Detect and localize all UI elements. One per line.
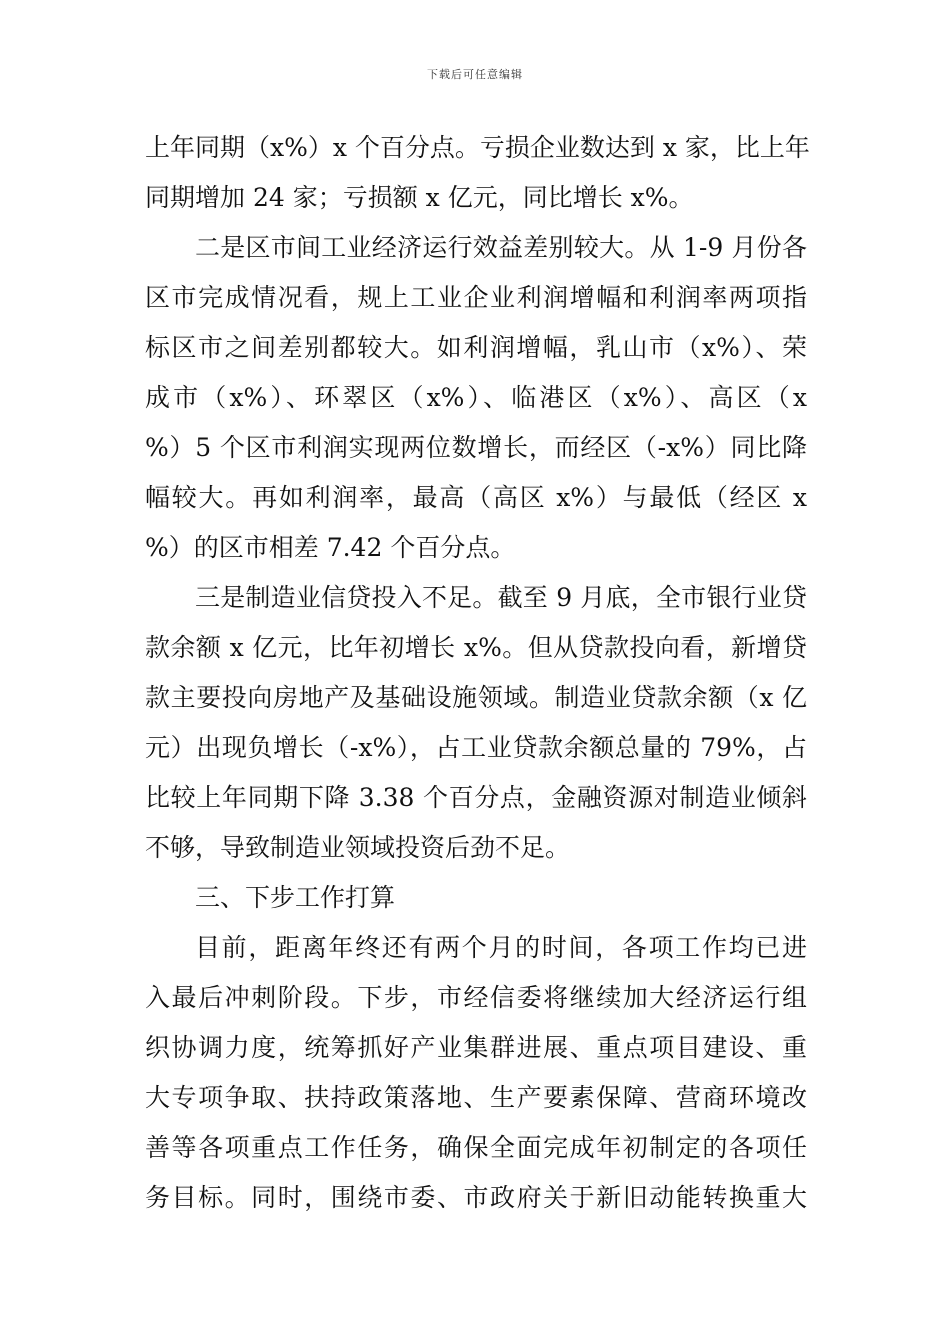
text-line: 不够，导致制造业领域投资后劲不足。 <box>145 833 571 862</box>
text-line: 标区市之间差别都较大。如利润增幅，乳山市（x%）、荣 <box>145 333 807 362</box>
text-line: 务目标。同时，围绕市委、市政府关于新旧动能转换重大 <box>145 1183 807 1212</box>
text-line: 款主要投向房地产及基础设施领域。制造业贷款余额（x 亿 <box>145 683 807 712</box>
text-line: 幅较大。再如利润率，最高（高区 x%）与最低（经区 x <box>145 483 807 512</box>
document-body <box>145 123 810 1223</box>
text-line: 区市完成情况看，规上工业企业利润增幅和利润率两项指 <box>145 283 807 312</box>
page-header-note: 下载后可任意编辑 <box>427 68 523 81</box>
text-line: 织协调力度，统筹抓好产业集群进展、重点项目建设、重 <box>145 1033 807 1062</box>
text-line: 大专项争取、扶持政策落地、生产要素保障、营商环境改 <box>145 1083 807 1112</box>
text-line: 善等各项重点工作任务，确保全面完成年初制定的各项任 <box>145 1133 807 1162</box>
text-line: 目前，距离年终还有两个月的时间，各项工作均已进 <box>195 933 807 962</box>
text-line: 同期增加 24 家；亏损额 x 亿元，同比增长 x%。 <box>145 183 694 212</box>
text-line: 比较上年同期下降 3.38 个百分点，金融资源对制造业倾斜 <box>145 783 807 812</box>
text-line: 三是制造业信贷投入不足。截至 9 月底，全市银行业贷 <box>195 583 807 612</box>
text-line: 二是区市间工业经济运行效益差别较大。从 1-9 月份各 <box>195 233 807 262</box>
text-line: 上年同期（x%）x 个百分点。亏损企业数达到 x 家，比上年 <box>145 133 810 162</box>
text-line: %）的区市相差 7.42 个百分点。 <box>145 533 516 562</box>
text-line: 款余额 x 亿元，比年初增长 x%。但从贷款投向看，新增贷 <box>145 633 807 662</box>
text-line: 元）出现负增长（-x%），占工业贷款余额总量的 79%，占 <box>145 733 807 762</box>
text-line: 入最后冲刺阶段。下步，市经信委将继续加大经济运行组 <box>145 983 807 1012</box>
section-heading: 三、下步工作打算 <box>195 883 396 912</box>
text-line: %）5 个区市利润实现两位数增长，而经区（-x%）同比降 <box>145 433 807 462</box>
text-line: 成市（x%）、环翠区（x%）、临港区（x%）、高区（x <box>145 383 807 412</box>
